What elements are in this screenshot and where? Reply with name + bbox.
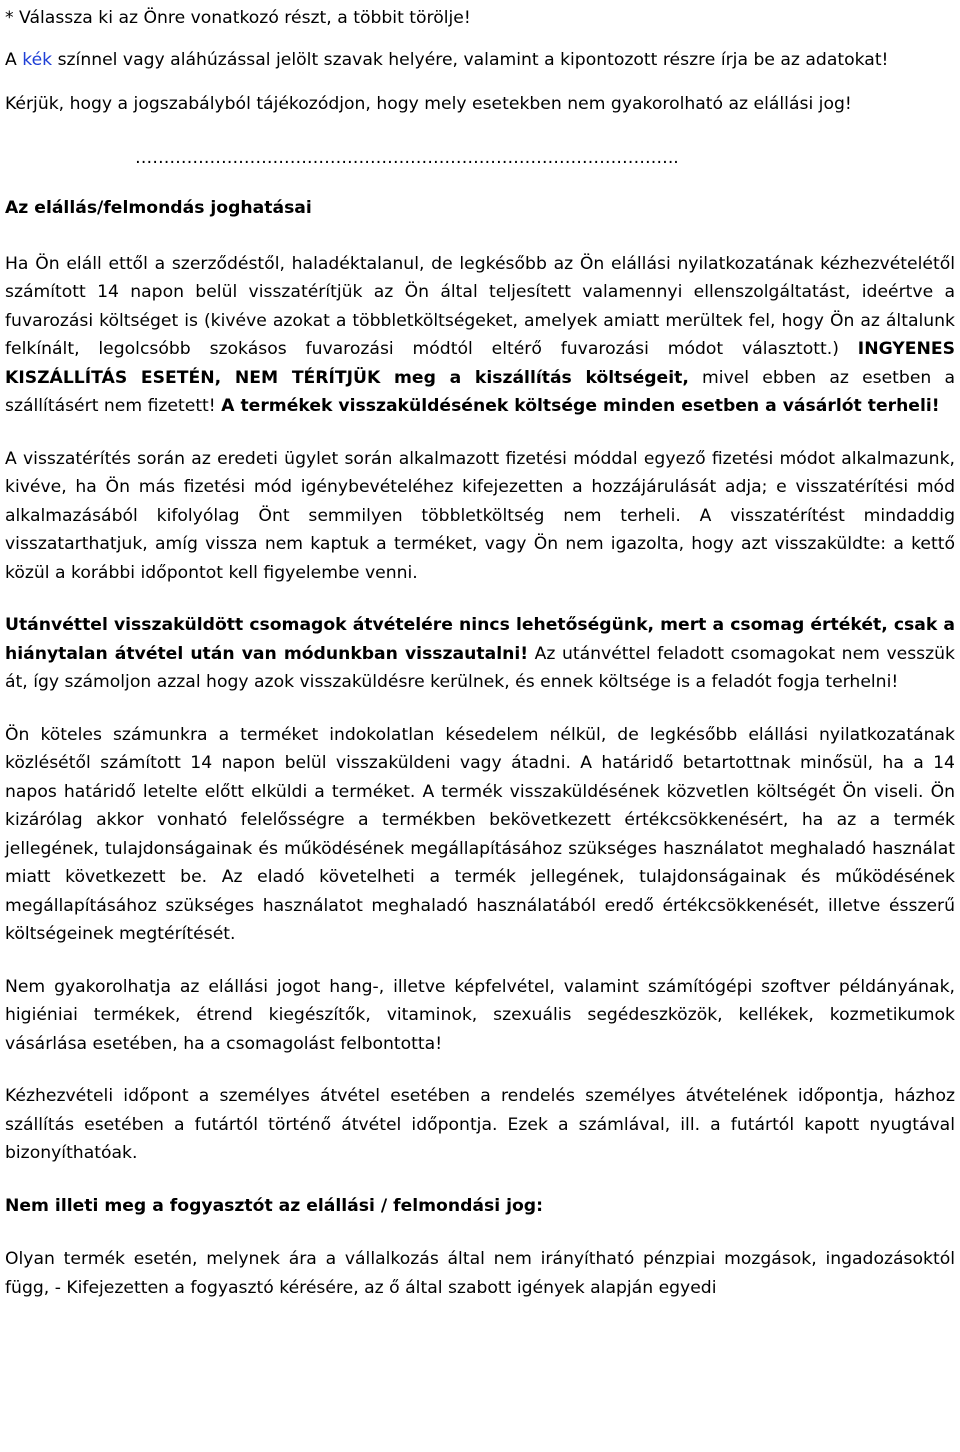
paragraph-refund xyxy=(5,250,955,421)
paragraph-receipt-time: Kézhezvételi időpont a személyes átvétel esetében a rendelés személyes átvételének időpontja, házhoz szállítás esetében a futártól történő átvétel időpontja. Ezek a számlával, ill. a futártól kapott nyugtával bizonyíthatóak. xyxy=(5,1086,955,1163)
paragraph-refund-middle: mivel ebben az esetben a szállításért nem fizetett! xyxy=(5,367,956,416)
paragraph-price-fluctuation: Olyan termék esetén, melynek ára a vállalkozás által nem irányítható pénzpiai mozgások, ingadozásoktól függ, - Kifejezetten a fogyasztó kérésére, az ő által szabott igények alapján egyedi xyxy=(5,1249,955,1298)
dotted-fill-line: ………………………………………………………………………………….. xyxy=(135,147,679,168)
section-heading-no-withdrawal: Nem illeti meg a fogyasztót az elállási / felmondási jog: xyxy=(5,1195,543,1216)
cod-text: Az utánvéttel feladott csomagokat nem vesszük át, így számoljon azzal hogy azok visszaküldésre kerülnek, és ennek költsége is a feladót fogja terhelni! xyxy=(5,643,955,692)
instruction-line-2 xyxy=(5,46,955,75)
section-heading-effects: Az elállás/felmondás joghatásai xyxy=(5,198,312,218)
instruction-line-3: Kérjük, hogy a jogszabályból tájékozódjon, hogy mely esetekben nem gyakorolható az elállási jog! xyxy=(5,94,852,114)
paragraph-exclusions: Nem gyakorolhatja az elállási jogot hang-, illetve képfelvétel, valamint számítógépi szoftver példányának, higiéniai termékek, étrend kiegészítők, vitaminok, szexuális segédeszközök, kellékek, kozmetikumok vásárlása esetében, ha a csomagolást felbontotta! xyxy=(5,976,955,1054)
instruction-line-2-end: színnel vagy aláhúzással jelölt szavak helyére, valamint a kipontozott részre írja be az adatokat! xyxy=(52,49,889,70)
paragraph-refund-text: Ha Ön eláll ettől a szerződéstől, haladéktalanul, de legkésőbb az Ön elállási nyilatkozatának kézhezvételétől számított 14 napon belül visszatérítjük az Ön által teljesített valamennyi ellenszolgáltatást, ideértve a fuvarozási költséget is (kivéve azokat a többletköltségeket, amelyek amiatt merültek fel, hogy Ön az általunk felkínált, legolcsóbb szokásos fuvarozási módtól eltérő fuvarozási módot választott.) xyxy=(5,253,955,359)
document-page xyxy=(5,0,955,1302)
return-cost-notice: A termékek visszaküldésének költsége minden esetben a vásárlót terheli! xyxy=(221,396,940,416)
paragraph-return-obligation: Ön köteles számunkra a terméket indokolatlan késedelem nélkül, de legkésőbb elállási nyilatkozatának közlésétől számított 14 napon belül visszaküldeni vagy átadni. A határidő betartottnak minősül, ha a 14 napos határidő letelte előtt elküldi a terméket. A termék visszaküldésének közvetlen költségét Ön viseli. Ön kizárólag akkor vonható felelősségre a termékben bekövetkezett értékcsökkenésért, ha az a termék jellegének, tulajdonságainak és működésének megállapításához szükséges használatot meghaladó használat miatt következett be. Az eladó követelheti a termék jellegének, tulajdonságainak és működésének megállapításához szükséges használatot meghaladó használatából eredő értékcsökkenését, illetve ésszerű költségeinek megtérítését. xyxy=(5,724,955,944)
instruction-line-1: * Válassza ki az Önre vonatkozó részt, a többit törölje! xyxy=(5,8,471,28)
blue-keyword: kék xyxy=(22,49,53,70)
cod-warning: Utánvéttel visszaküldött csomagok átvételére nincs lehetőségünk, mert a csomag értékét, csak a hiánytalan átvétel után van módunkban visszautalni! xyxy=(5,615,955,664)
free-shipping-notice: INGYENES KISZÁLLÍTÁS ESETÉN, NEM TÉRÍTJÜK meg a kiszállítás költségeit, xyxy=(5,339,955,388)
paragraph-cod-returns xyxy=(5,611,955,697)
instruction-line-2-start: A xyxy=(5,49,23,70)
paragraph-payment-method: A visszatérítés során az eredeti ügylet során alkalmazott fizetési móddal egyező fizetési módot alkalmazunk, kivéve, ha Ön más fizetési mód igénybevételéhez kifejezetten a hozzájárulását adja; e visszatérítési mód alkalmazásából kifolyólag Önt semmilyen többletköltség nem terheli. A visszatérítést mindaddig visszatarthatjuk, amíg vissza nem kaptuk a terméket, vagy Ön nem igazolta, hogy azt visszaküldte: a kettő közül a korábbi időpontot kell figyelembe venni. xyxy=(5,448,955,583)
instructions-block xyxy=(5,0,955,172)
